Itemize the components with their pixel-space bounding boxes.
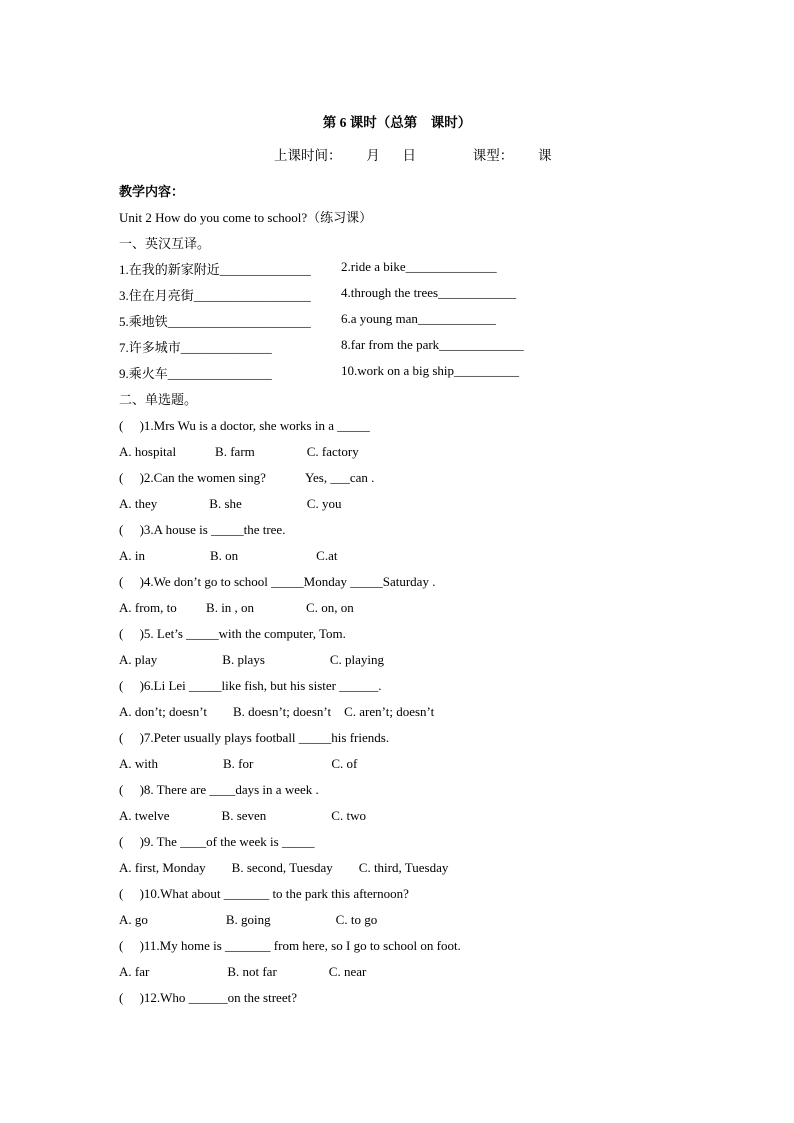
translation-item: 2.ride a bike______________ — [341, 259, 497, 274]
translation-item: 3.住在月亮街__________________ — [119, 288, 311, 303]
options-line: A. go B. going C. to go — [119, 912, 378, 927]
section2-heading: 二、单选题。 — [119, 392, 198, 407]
question-line: ( )7.Peter usually plays football _____his friends. — [119, 730, 390, 745]
question-line: ( )8. There are ____days in a week . — [119, 782, 319, 797]
options-line: A. first, Monday B. second, Tuesday C. third, Tuesday — [119, 860, 449, 875]
translation-item: 6.a young man____________ — [341, 311, 496, 326]
translation-item: 5.乘地铁______________________ — [119, 314, 311, 329]
question-line: ( )5. Let’s _____with the computer, Tom. — [119, 626, 346, 641]
question-line: ( )6.Li Lei _____like fish, but his sister ______. — [119, 678, 382, 693]
question-line: ( )2.Can the women sing? Yes, ___can . — [119, 470, 375, 485]
translation-item: 4.through the trees____________ — [341, 285, 517, 300]
question-line: ( )10.What about _______ to the park this afternoon? — [119, 886, 409, 901]
type-label: 课型： — [472, 148, 514, 163]
options-line: A. from, to B. in , on C. on, on — [119, 600, 354, 615]
page-title: 第 6 课时（总第 课时） — [322, 115, 472, 130]
options-line: A. they B. she C. you — [119, 496, 342, 511]
question-line: ( )3.A house is _____the tree. — [119, 522, 286, 537]
options-line: A. twelve B. seven C. two — [119, 808, 366, 823]
translation-item: 8.far from the park_____________ — [341, 337, 524, 352]
options-line: A. in B. on C.at — [119, 548, 338, 563]
options-line: A. play B. plays C. playing — [119, 652, 385, 667]
type-value: 课 — [538, 148, 552, 163]
section1-heading: 一、英汉互译。 — [119, 236, 211, 251]
question-line: ( )11.My home is _______ from here, so I go to school on foot. — [119, 938, 461, 953]
translation-item: 10.work on a big ship__________ — [341, 363, 520, 378]
options-line: A. don’t; doesn’t B. doesn’t; doesn’t C. aren’t; doesn’t — [119, 704, 435, 719]
options-line: A. hospital B. farm C. factory — [119, 444, 359, 459]
month-label: 月 — [366, 148, 380, 163]
unit-line: Unit 2 How do you come to school?（练习课） — [119, 210, 373, 225]
translation-item: 7.许多城市______________ — [119, 340, 272, 355]
translation-item: 1.在我的新家附近______________ — [119, 262, 311, 277]
day-label: 日 — [402, 148, 416, 163]
options-line: A. with B. for C. of — [119, 756, 358, 771]
question-line: ( )4.We don’t go to school _____Monday _____Saturday . — [119, 574, 436, 589]
content-label: 教学内容： — [119, 184, 185, 199]
time-label: 上课时间： — [274, 148, 342, 163]
question-line: ( )1.Mrs Wu is a doctor, she works in a _____ — [119, 418, 370, 433]
question-line: ( )9. The ____of the week is _____ — [119, 834, 315, 849]
question-line: ( )12.Who ______on the street? — [119, 990, 297, 1005]
options-line: A. far B. not far C. near — [119, 964, 367, 979]
translation-item: 9.乘火车________________ — [119, 366, 272, 381]
schedule-row — [274, 144, 552, 164]
